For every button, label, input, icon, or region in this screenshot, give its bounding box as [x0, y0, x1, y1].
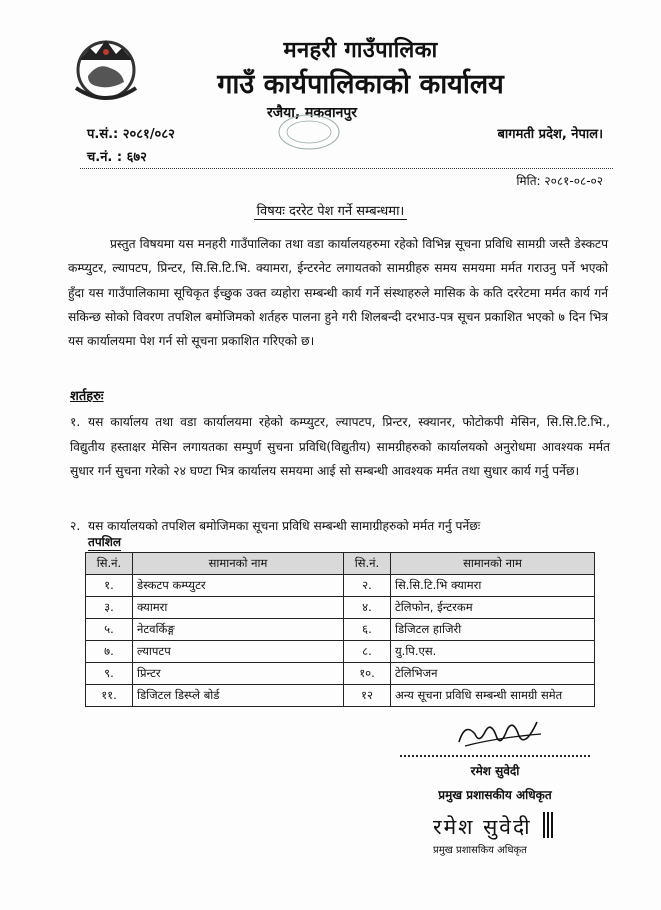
condition-number: २.	[70, 519, 81, 533]
condition-text: यस कार्यालय तथा वडा कार्यालयमा रहेको कम्प्युटर, ल्यापटप, प्रिन्टर, स्क्यानर, फोटोकपी मेसिन, सि.सि.टि.भि., विद्युतीय हस्ताक्षर मेसिन लगायतका सम्पुर्ण सुचना प्रविधि(विद्युतीय) सामग्रीहरुको कार्यालयको अनुरोधमा आवश्यक मर्मत सुधार गर्न सुचना गरेको २४ घण्टा भित्र कार्यालय समयमा आई सो सम्बन्धी आवश्यक मर्मत तथा सुधार कार्य गर्नु पर्नेछ।	[70, 415, 610, 478]
signatory-title: प्रमुख प्रशासकीय अधिकृत	[438, 788, 552, 802]
table-cell: १.	[86, 575, 133, 597]
table-cell: ४.	[344, 597, 391, 619]
table-cell: ११.	[86, 685, 133, 707]
table-cell: क्यामरा	[133, 597, 344, 619]
table-row	[86, 597, 595, 619]
table-cell: डिजिटल डिस्प्ले बोर्ड	[133, 685, 344, 707]
province-label: बागमती प्रदेश, नेपाल।	[497, 127, 603, 142]
schedule-table	[85, 552, 595, 707]
table-cell: नेटवर्किङ्ग	[133, 619, 344, 641]
column-header: सामानको नाम	[391, 553, 595, 575]
signature-icon	[445, 712, 555, 756]
schedule-heading: तपशिल	[88, 535, 122, 549]
table-row	[86, 685, 595, 707]
condition-text: यस कार्यालयको तपशिल बमोजिमका सूचना प्रविधि सम्बन्धी सामाग्रीहरुको मर्मत गर्नु पर्नेछः	[88, 519, 481, 533]
conditions-heading: शर्तहरुः	[70, 389, 104, 404]
table-cell: अन्य सूचना प्रविधि सम्बन्धी सामग्री समेत	[391, 685, 595, 707]
seal-name-stamp: रमेश सुवेदी	[433, 815, 532, 839]
seal-title-stamp: प्रमुख प्रशासकिय अधिकृत	[433, 845, 527, 856]
table-row	[86, 619, 595, 641]
office-stamp-icon	[276, 112, 342, 152]
table-cell: यु.पि.एस.	[391, 641, 595, 663]
signature-line	[400, 755, 590, 757]
table-cell: १०.	[344, 663, 391, 685]
table-cell: टेलिफोन, ईन्टरकम	[391, 597, 595, 619]
condition-number: १.	[70, 415, 81, 429]
dispatch-number: च.नं. : ६७२	[87, 150, 147, 165]
table-row	[86, 575, 595, 597]
reference-number: प.सं.: २०८१/०८२	[87, 127, 175, 142]
table-cell: ८.	[344, 641, 391, 663]
table-cell: प्रिन्टर	[133, 663, 344, 685]
table-cell: टेलिभिजन	[391, 663, 595, 685]
seal-mark-icon	[543, 812, 553, 838]
column-header: सि.नं.	[86, 553, 133, 575]
table-row	[86, 663, 595, 685]
letter-date: मिति: २०८१-०८-०२	[516, 174, 603, 188]
office-address: रजैया, मकवानपुर	[267, 105, 358, 121]
body-paragraph: प्रस्तुत विषयमा यस मनहरी गाउँपालिका तथा वडा कार्यालयहरुमा रहेको विभिन्न सूचना प्रविधि सामग्री जस्तै डेस्कटप कम्प्युटर, ल्यापटप, प्रिन्टर, सि.सि.टि.भि. क्यामरा, ईन्टरनेट लगायतको सामग्रीहरु समय समयमा मर्मत गराउनु पर्ने भएको हुँदा यस गाउँपालिकामा सूचिकृत ईच्छुक उक्त व्यहोरा सम्बन्धी कार्य गर्ने संस्थाहरुले मासिक के कति दररेटमा मर्मत कार्य गर्न सकिन्छ सोको विवरण तपशिल बमोजिमको शर्तहरु पालना हुने गरी शिलबन्दी दरभाउ-पत्र सूचन प्रकाशित भएको ७ दिन भित्र यस कार्यालयमा पेश गर्न सो सूचना प्रकाशित गरिएको छ।	[68, 237, 608, 349]
table-cell: डेस्कटप कम्प्युटर	[133, 575, 344, 597]
table-row	[86, 641, 595, 663]
column-header: सि.नं.	[344, 553, 391, 575]
table-cell: डिजिटल हाजिरी	[391, 619, 595, 641]
subject-line: विषयः दररेट पेश गर्ने सम्बन्धमा।	[0, 201, 661, 219]
table-cell: १२	[344, 685, 391, 707]
office-title: गाउँ कार्यपालिकाको कार्यालय	[217, 69, 504, 100]
table-cell: २.	[344, 575, 391, 597]
condition-item	[70, 410, 610, 484]
table-cell: सि.सि.टि.भि क्यामरा	[391, 575, 595, 597]
table-cell: ल्यापटप	[133, 641, 344, 663]
table-cell: ७.	[86, 641, 133, 663]
table-cell: ६.	[344, 619, 391, 641]
table-cell: ९.	[86, 663, 133, 685]
table-cell: ५.	[86, 619, 133, 641]
column-header: सामानको नाम	[133, 553, 344, 575]
table-cell: ३.	[86, 597, 133, 619]
condition-item	[70, 514, 610, 539]
table-header-row	[86, 553, 595, 575]
header-divider	[80, 168, 613, 169]
office-name: मनहरी गाउँपालिका	[283, 38, 438, 63]
signatory-name: रमेश सुवेदी	[470, 764, 520, 778]
